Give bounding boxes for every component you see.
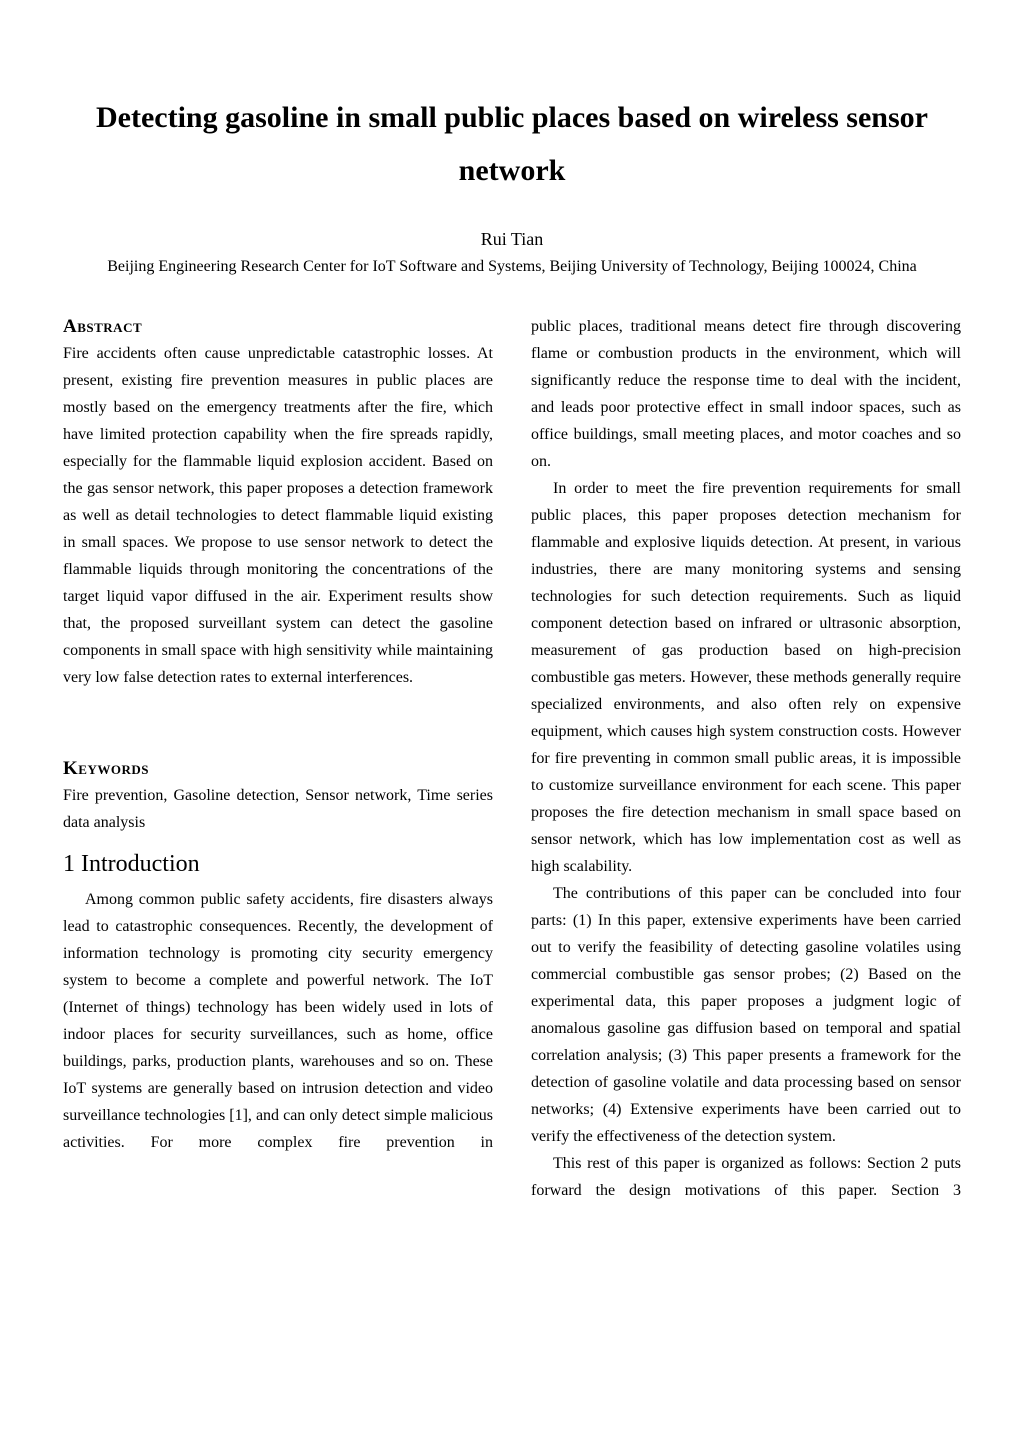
author-name: Rui Tian	[480, 229, 544, 249]
left-column	[63, 313, 493, 1204]
body-paragraph: This rest of this paper is organized as follows: Section 2 puts forward the design motivations of this paper. Section 3	[531, 1155, 961, 1199]
keywords-text: Fire prevention, Gasoline detection, Sensor network, Time series data analysis	[63, 787, 493, 831]
right-column	[531, 313, 961, 1204]
introduction-heading: 1 Introduction	[63, 851, 200, 877]
keywords-heading: Keywords	[63, 758, 149, 779]
two-column-layout	[63, 313, 961, 1204]
body-paragraph: public places, traditional means detect fire through discovering flame or combustion products in the environment, which will significantly reduce the response time to deal with the incident, and leads poor protective effect in small indoor spaces, such as office buildings, small meeting places, and motor coaches and so on.	[531, 318, 961, 470]
body-paragraph: In order to meet the fire prevention requirements for small public places, this paper proposes detection mechanism for flammable and explosive liquids detection. At present, in various industries, there are many monitoring systems and sensing technologies for such detection requirements. Such as liquid component detection based on infrared or ultrasonic absorption, measurement of gas production based on high-precision combustible gas meters. However, these methods generally require specialized environments, and also often rely on expensive equipment, which causes high system construction costs. However for fire preventing in common small public areas, it is impossible to customize surveillance environment for each scene. This paper proposes the fire detection mechanism in small space based on sensor network, which has low implementation cost as well as high scalability.	[531, 480, 961, 875]
paper-title: Detecting gasoline in small public places based on wireless sensor network	[96, 101, 928, 187]
keywords-block	[63, 755, 493, 836]
affiliation: Beijing Engineering Research Center for IoT Software and Systems, Beijing University of Technology, Beijing 100024, China	[107, 258, 917, 275]
abstract-text: Fire accidents often cause unpredictable catastrophic losses. At present, existing fire prevention measures in public places are mostly based on the emergency treatments after the fire, which have limited protection capability when the fire spreads rapidly, especially for the flammable liquid explosion accident. Based on the gas sensor network, this paper proposes a detection framework as well as detail technologies to detect flammable liquid existing in small spaces. We propose to use sensor network to detect the flammable liquids through monitoring the concentrations of the target liquid vapor diffused in the air. Experiment results show that, the proposed surveillant system can detect the gasoline components in small space with high sensitivity while maintaining very low false detection rates to external interferences.	[63, 345, 493, 686]
body-paragraph: The contributions of this paper can be concluded into four parts: (1) In this paper, extensive experiments have been carried out to verify the feasibility of detecting gasoline volatiles using commercial combustible gas sensor probes; (2) Based on the experimental data, this paper proposes a judgment logic of anomalous gasoline gas diffusion based on temporal and spatial correlation analysis; (3) This paper presents a framework for the detection of gasoline volatile and data processing based on sensor networks; (4) Extensive experiments have been carried out to verify the effectiveness of the detection system.	[531, 885, 961, 1145]
abstract-heading: Abstract	[63, 316, 143, 337]
introduction-paragraph: Among common public safety accidents, fire disasters always lead to catastrophic consequences. Recently, the development of information technology is promoting city security emergency system to become a complete and powerful network. The IoT (Internet of things) technology has been widely used in lots of indoor places for security surveillances, such as home, office buildings, parks, production plants, warehouses and so on. These IoT systems are generally based on intrusion detection and video surveillance technologies [1], and can only detect simple malicious activities. For more complex fire prevention in	[63, 891, 493, 1151]
